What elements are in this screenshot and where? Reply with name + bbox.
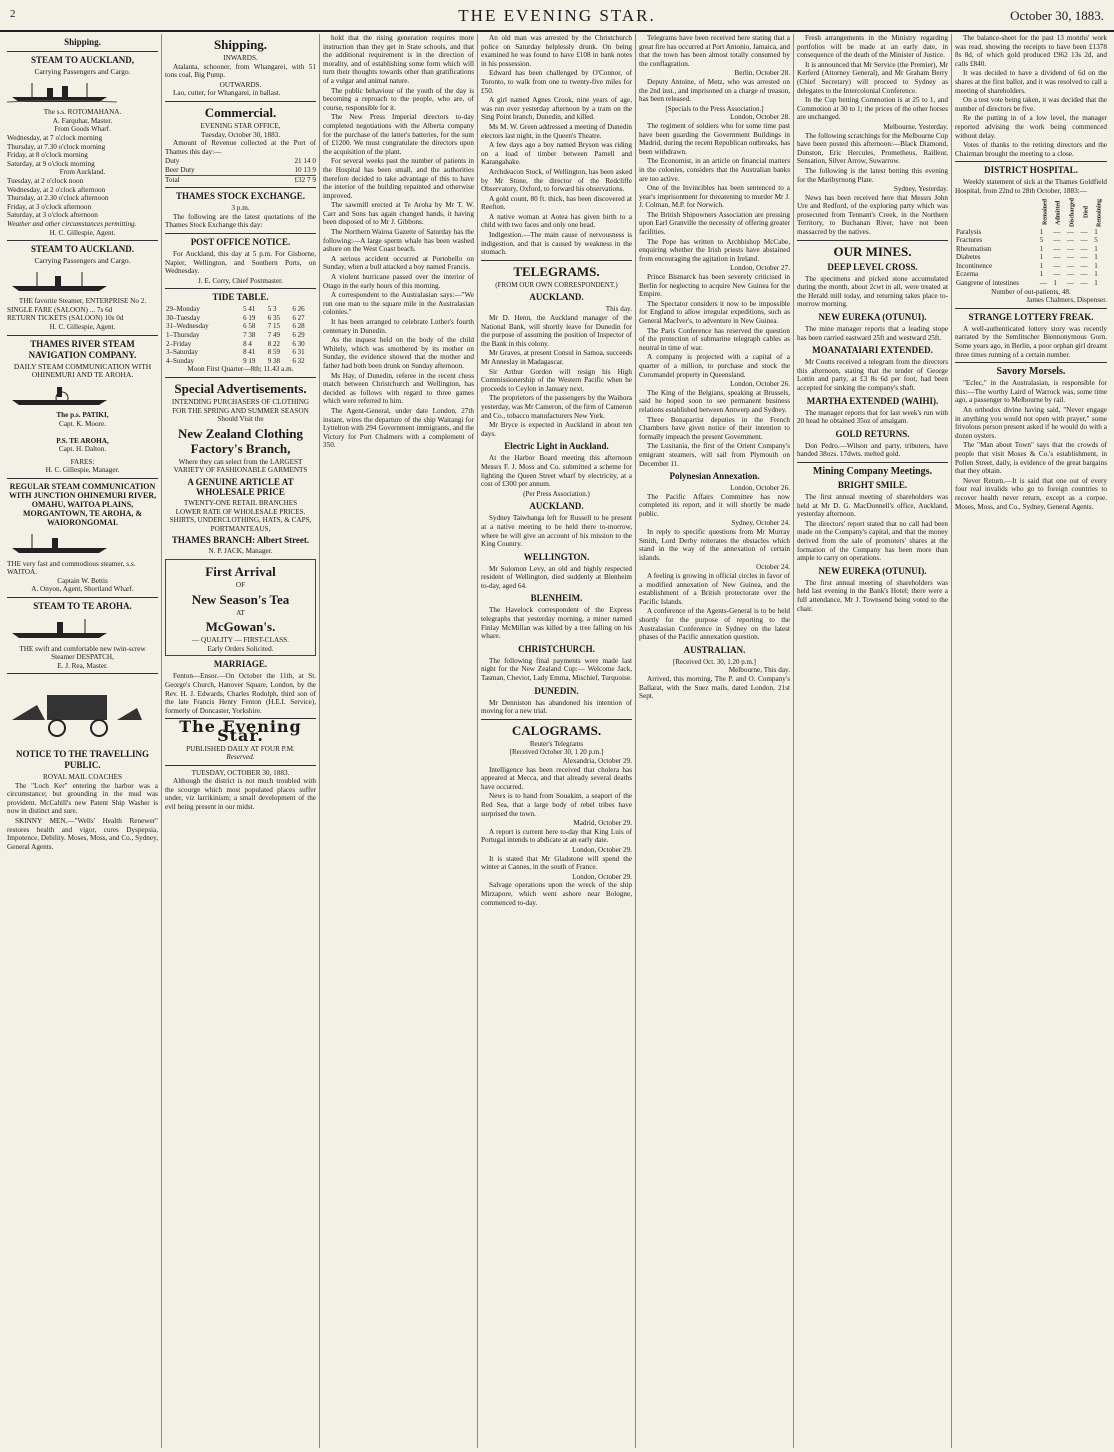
divider (7, 240, 158, 241)
schedule-line: Friday, at 3 o'clock afternoon (7, 202, 92, 211)
ad-title: NOTICE TO THE TRAVELLING PUBLIC. (16, 748, 149, 770)
paragraph: A feeling is growing in official circles in favor of a modified annexation of New Guinea, and the establishment of a British protectorate over the Pacific Islands. (639, 572, 790, 606)
ad-headline: THAMES BRANCH: Albert Street. (171, 535, 310, 546)
subheading: MARTHA EXTENDED (WAIHI). (806, 395, 939, 406)
dateline: October 24. (756, 563, 790, 572)
dateline: Melbourne, Yesterday. (883, 122, 948, 131)
departure-heading: From Goods Wharf. (54, 125, 111, 134)
paragraph: News is to hand from Souakim, a seaport of the Red Sea, that a large body of rebel tribes have surprised the town. (481, 792, 632, 818)
column-6 (794, 34, 952, 1448)
schedule-line: Thursday, at 7.30 o'clock morning (7, 142, 106, 151)
section-header: CALOGRAMS. (511, 722, 602, 738)
ad-line: Early Orders Solicited. (207, 644, 274, 653)
ad-line: LOWER RATE OF WHOLESALE PRICES. (175, 507, 306, 516)
tide-row: 31–Wednesday 6 58 7 15 6 28 (166, 322, 305, 331)
paragraph: The Pope has written to Archbishop McCabe, enquiring whether the Irish priests have abstained from encouraging the agitation in Ireland. (639, 237, 790, 263)
steamship-icon (7, 81, 117, 103)
paragraph: A few days ago a boy named Bryson was riding on a load of timber between Parnell and Karangahake. (481, 141, 632, 167)
subheading: OUTWARDS. (219, 80, 262, 89)
revenue-row: Duty 21 14 0 (165, 157, 316, 166)
issue-date: October 30, 1883. (1010, 8, 1104, 23)
schedule-line: Thursday, at 2.30 o'clock afternoon (7, 194, 109, 203)
schedule-line: Saturday, at 9 o'clock morning (7, 159, 95, 168)
divider (165, 101, 316, 102)
ship-name: THE favorite Steamer, ENTERPRISE No 2. (18, 297, 147, 306)
ship-master: A. Farquhar, Master. (52, 116, 113, 125)
paragraph: Although the district is not much troubled with the scourge which most populated places suffer under, viz larrikinism; a small development of the evil being present in our midst. (165, 777, 316, 812)
subheading: NEW EUREKA (OTUNUI). (818, 565, 927, 576)
paragraph: "Eclec," in the Australasian, is responsible for this:—The worthy Laird of Warrock was, some time ago, a passenger to Melbourne by rail. (955, 379, 1107, 405)
date-line: Tuesday, October 30, 1883. (200, 130, 281, 139)
dateline: This day. (605, 305, 632, 314)
paragraph: A correspondent to the Australasian says:—"We run one man to the square mile in the Australasian colonies." (323, 291, 474, 317)
paragraph: It has been arranged to celebrate Luther's fourth centenary in Dunedin. (323, 318, 474, 335)
fare-line: SINGLE FARE (SALOON) ... 7s 6d (7, 305, 113, 314)
column-4 (478, 34, 636, 1448)
subheading: (Per Press Association.) (523, 489, 590, 498)
paragraph: Arrived, this morning, The P. and O. Company's Ballarat, with the Suez mails, dated London, 21st Sept. (639, 674, 790, 701)
dateline-heading: BLENHEIM. (530, 593, 583, 604)
paragraph: Lao, cutter, for Whangarei, in ballast. (173, 89, 281, 98)
tea-advert (165, 559, 316, 656)
ad-line: SHIRTS, UNDERCLOTHING, HATS, & CAPS, PORTMANTEAUS, (169, 516, 312, 533)
subheading: [Received Oct. 30, 1.20 p.m.] (672, 657, 756, 666)
ad-title: STEAM TO AUCKLAND, (31, 55, 134, 65)
dateline: London, October 27. (730, 264, 790, 273)
divider (7, 51, 158, 52)
ad-line: Reserved. (226, 753, 255, 762)
paragraph: Amount of Revenue collected at the Port of Thames this day:— (165, 139, 316, 156)
dateline-heading: DUNEDIN. (534, 685, 579, 696)
divider (955, 308, 1107, 309)
tide-row: 4–Sunday 9 19 9 38 6 32 (166, 356, 305, 365)
paragraph: Mr Denniston has abandoned his intention of moving for a new trial. (481, 698, 632, 716)
columns (4, 34, 1110, 1448)
paragraph: For Auckland, this day at 5 p.m. For Gisborne, Napier, Wellington, and Southern Ports, on Wednesday. (165, 249, 316, 276)
ad-line: OF (235, 580, 246, 589)
paragraph: Mr Graves, at present Consul in Samoa, succeeds Mr Anneslay in Madagascar. (481, 349, 632, 366)
dateline: Melbourne, This day. (728, 666, 790, 675)
ship-master: Capt. K. Moore. (59, 420, 106, 429)
section-header: MARRIAGE. (213, 659, 268, 670)
dateline: London, October 26. (730, 484, 790, 493)
dateline: London, October 28. (730, 113, 790, 122)
paragraph: The sawmill erected at Te Aroha by Mr T. W. Carr and Sons has again changed hands, it having been disposed of to Mr J. Gibbons. (323, 201, 474, 227)
time-line: 3 p.m. (231, 204, 250, 213)
divider (481, 719, 632, 720)
section-header: Shipping. (213, 37, 268, 52)
paragraph: The regiment of soldiers who for some time past have been guarding the Government Buildings in Madrid, during the recent Republican outbreaks, has been withdrawn. (639, 121, 790, 156)
section-header: Polynesian Annexation. (669, 471, 760, 482)
paragraph: Sir Arthur Gordon will resign his High Commissionership of the Western Pacific when he proceeds to Ceylon in January next. (481, 367, 632, 393)
divider (165, 765, 316, 766)
paragraph: The public behaviour of the youth of the day is becoming a reproach to the people, who are, of course, responsible for it. (323, 86, 474, 112)
paragraph: The Lusitania, the first of the Orient Company's emigrant steamers, will sail from Plymouth on December 11. (639, 442, 790, 468)
paragraph: Weekly statement of sick at the Thames Goldfield Hospital, from 22nd to 28th October, 1883:— (955, 178, 1107, 195)
tide-row: 3–Saturday 8 41 8 59 6 31 (166, 348, 305, 357)
paragraph: Don Pedro.—Wilson and party, tributers, have handed 38ozs. 17dwts. melted gold. (797, 441, 948, 459)
divider (165, 288, 316, 289)
paragraph: The specimens and picked stone accumulated during the month, about 2cwt in all, were treated at the Herald mill today, and returning takes place to-morrow morning. (797, 274, 948, 309)
paper-flag: The Evening Star. (179, 717, 302, 745)
ad-line: AT (236, 608, 245, 617)
paragraph: The King of the Belgians, speaking at Brussels, said he hoped soon to see permanent business relations established between Antwerp and Sydney. (639, 388, 790, 414)
ad-subtitle: Carrying Passengers and Cargo. (34, 67, 131, 76)
schedule-line: Wednesday, at 2 o'clock afternoon (7, 185, 106, 194)
office-line: EVENING STAR OFFICE, (200, 121, 281, 130)
ship-name: THE very fast and commodious steamer, s.s. WAITOA. (7, 559, 136, 577)
ad-headline: McGowan's. (205, 619, 276, 635)
tide-row: 30–Tuesday 6 19 6 35 6 27 (166, 313, 305, 322)
steamship-icon (7, 270, 117, 292)
paragraph: A well-authenticated lottery story was recently narrated by the Semlitscher Biennonymous Gorn. Some years ago, in Berlin, a poor orphan girl dreamt three times running of a certain number. (955, 324, 1107, 359)
paragraph: It was decided to have a dividend of 6d on the shares at the first ballot, and it was resolved to call a meeting of shareholders. (955, 69, 1107, 95)
dateline: Berlin, October 28. (734, 69, 790, 78)
paragraph: A company is projected with a capital of a quarter of a million, to purchase and stock the Coromandel property in Queensland. (639, 353, 790, 379)
paragraph: A native woman at Aotea has given birth to a child with two faces and only one head. (481, 212, 632, 230)
section-header: Shipping. (64, 37, 101, 47)
agent-name: H. C. Gillespie, Agent. (49, 228, 116, 237)
section-header: Electric Light in Auckland. (504, 441, 609, 452)
signature: N. P. JACK, Manager. (208, 547, 273, 556)
paragraph: The manager reports that for last week's run with 20 head he obtained 35oz of amalgam. (797, 408, 948, 426)
tide-row: 1–Thursday 7 38 7 49 6 29 (166, 331, 305, 340)
tide-row: 2–Friday 8 4 8 22 6 30 (166, 339, 305, 348)
tide-table (165, 305, 316, 365)
paragraph: Fresh arrangements in the Ministry regarding portfolios will be made at an early date, in consequence of the death of the Minister of Justice. (797, 34, 948, 60)
ad-line: TWENTY-ONE RETAIL BRANCHES (183, 499, 298, 507)
signature: J. E. Corry, Chief Postmaster. (198, 276, 283, 285)
paragraph: It is announced that Mr Service (the Premier), Mr Kerferd (Attorney General), and Mr Graham Berry (Chief Secretary) will proceed to Sydney as delegates to the Intercolonial Conference. (797, 60, 948, 95)
subheading: MOANATAIARI EXTENDED. (812, 345, 933, 356)
section-header: Mining Company Meetings. (812, 465, 933, 477)
paragraph: Ms Hay, of Dunedin, referee in the recent chess match between Christchurch and Wellington, has decided as follows with regard to three games which were referred to him. (323, 371, 474, 406)
dateline-heading: AUCKLAND. (529, 501, 584, 512)
paragraph: The following final payments were made last night for the New Zealand Cup:— Welcome Jack, Tasman, Cheviot, Lady Emma, Mischief, Turquoise. (481, 656, 632, 683)
paragraph: The Pacific Affairs Committee has now completed its report, and it will shortly be made public. (639, 492, 790, 518)
paragraph: A violent hurricane passed over the interior of Otago in the early hours of this morning. (323, 273, 474, 290)
paragraph: The Agent-General, under date London, 27th instant, wires the departure of the ship Waitangi for Lyttelton with 294 Government immigrants, and the Victory for Port Chalmers with a complement of 350. (323, 406, 474, 450)
ad-headline: New Zealand Clothing Factory's Branch, (178, 425, 303, 456)
ad-subtitle: ROYAL MAIL COACHES (43, 772, 122, 781)
paragraph: The following scratchings for the Melbourne Cup have been posted this afternoon:—Black Diamond, Dunston, Eric Hercules, Prometheus, Railleur, Sensation, Silver Arrow, Suwarrow. (797, 131, 948, 166)
paragraph: Ms M. W. Green addressed a meeting of Dunedin electors last night, in the Queen's Theatre. (481, 122, 632, 140)
paragraph: The British Shipowners Association are pressing upon Earl Granville the necessity of offering greater facilities. (639, 210, 790, 237)
paragraph: In reply to specific questions from Mr Murray Smith, Lord Derby reiterates the obstacles which stand in the way of the annexation of certain islands. (639, 528, 790, 562)
divider (481, 260, 632, 261)
paragraph: A conference of the Agents-General is to be held shortly for the purpose of reporting to the Australasian Conference in Sydney on the latest phases of the Pacific annexation question. (639, 607, 790, 642)
paragraph: The mine manager reports that a leading stope has been carried eastward 25ft and westward 25ft. (797, 325, 948, 342)
agent-name: A. Onyon, Agent, Shortland Wharf. (31, 585, 134, 594)
divider (955, 362, 1107, 363)
divider (165, 233, 316, 234)
dateline: London, October 26. (730, 380, 790, 389)
ship-master: E. J. Rea, Master. (57, 661, 108, 670)
paragraph: The Havelock correspondent of the Express telegraphs that yesterday morning, a miner named Finlay McMillan was killed by a tree falling on his whare. (481, 606, 632, 641)
paragraph: The first annual meeting of shareholders was held at Mr D. G. MacDonnell's office, Auckland, yesterday afternoon. (797, 492, 948, 519)
ad-line: INTENDING PURCHASERS OF CLOTHING (171, 398, 310, 407)
paragraph: A girl named Agnes Crook, nine years of age, was run over yesterday afternoon by a tram on the Sing Point branch, Dunedin, and killed. (481, 96, 632, 122)
paragraph: The following are the latest quotations of the Thames Stock Exchange this day: (165, 212, 316, 230)
paragraph: Re the putting in of a low level, the manager reported advising the work being commenced without delay. (955, 114, 1107, 140)
subheading: BRIGHT SMILE. (837, 479, 908, 490)
paragraph: The Spectator considers it now to be impossible for England to allow irregular expeditions, such as General MacIver's, to adventure in New Guinea. (639, 299, 790, 325)
paragraph: SKINNY MEN.—"Wells' Health Renewer" restores health and vigor, cures Dyspepsia, Impotence, Debility. Moses, Moss, and Co., Sydney, General Agents. (7, 816, 158, 851)
divider (7, 478, 158, 479)
paragraph: News has been received here that Messrs John Ure and Redford, of the exploring party which was prosecuted from Tennant's Creek, in the Northern Territory, to Buchanan River, have not been massacred by the natives. (797, 193, 948, 237)
hospital-row: Fractures 5 — — — 5 (956, 236, 1098, 245)
divider (165, 187, 316, 188)
tide-row: 29–Monday 5 41 5 3 6 26 (166, 305, 305, 314)
subheading: [Specials to the Press Association.] (665, 104, 764, 113)
paragraph: The first annual meeting of shareholders was held last evening in the Bank's Hotel; there were a full attendance, Mr J. Townsend being voted to the chair. (797, 578, 948, 613)
hospital-row: Incontinence 1 — — — 1 (956, 261, 1098, 270)
ship-name: The p.s. PATIKI, (56, 411, 109, 420)
divider (955, 161, 1107, 162)
coach-icon (7, 680, 147, 740)
schedule-line: Saturday, at 3 o'clock afternoon (7, 211, 98, 220)
paragraph: Intelligence has been received that cholera has appeared at Mecca, and that already several deaths have occurred. (481, 765, 632, 791)
section-header: TIDE TABLE. (212, 292, 269, 303)
steamship-icon (7, 532, 117, 554)
hospital-row: Paralysis 1 — — — 1 (956, 227, 1098, 236)
column-3 (320, 34, 478, 1448)
paragraph: Mr Coutts received a telegram from the directors this afternoon, stating that the tender of George Lottin and party, at £3 8s 6d per foot, had been accepted for sinking the company's shaft. (797, 358, 948, 392)
ad-headline: A GENUINE ARTICLE AT WHOLESALE PRICE (187, 477, 294, 497)
section-header: STRANGE LOTTERY FREAK. (968, 311, 1094, 322)
paragraph: Edward has been challenged by O'Connor, of Toronto, to walk from one to twenty-five miles for £50. (481, 69, 632, 95)
ad-headline: New Season's Tea (191, 591, 290, 607)
paragraph: Telegrams have been received here stating that a great fire has occurred at Port Antonio, Jamaica, and that the town has been almost totally consumed by the conflagration. (639, 34, 790, 68)
hospital-row: Gangrene of intestines — 1 — — 1 (956, 279, 1098, 288)
paragraph: The following is the latest betting this evening for the Maribyrnong Plate. (797, 166, 948, 184)
paragraph: For several weeks past the number of patients in the Hospital has been small, and the authorities therefore decided to take advantage of this to have the interior of the building repainted and otherwise improved. (323, 157, 474, 200)
paragraph: One of the Invincibles has been sentenced to a year's imprisonment for threatening to murder Mr J. J. Colman, M.P. for Norwich. (639, 184, 790, 210)
hospital-row: Eczema 1 — — — 1 (956, 270, 1098, 279)
ad-title: STEAM TO TE AROHA. (33, 600, 132, 611)
note: Weather and other circumstances permitting. (7, 219, 137, 228)
divider (797, 240, 948, 241)
paragraph: Deputy Antoine, of Metz, who was arrested on the 2nd inst., and imprisoned on a charge of treason, has been released. (639, 77, 790, 104)
revenue-total: Total £32 7 9 (165, 175, 316, 184)
hospital-total: Number of out-patients, 48. (991, 287, 1071, 296)
masthead (0, 0, 1114, 32)
schedule-line: Tuesday, at 2 o'clock noon (7, 176, 84, 185)
fare-line: RETURN TICKETS (SALOON) 10s 0d (7, 314, 124, 323)
paragraph: Fenton—Ensor.—On October the 11th, at St. George's Church, Hanover Square, London, by the Rev. H. J. Edwards, Charles Rodolph, third son of the late Francis Henry Fenton (H.E.I. Service), formerly of Doncaster, Yorkshire. (165, 672, 316, 715)
section-header: AUSTRALIAN. (683, 644, 746, 655)
section-header: POST OFFICE NOTICE. (190, 236, 291, 247)
divider (7, 335, 158, 336)
paragraph: The "Loch Ker" entering the harbor was a circumstance; but grounding in the mud was provident. McCahill's new Patent Ship Washer is now in distinct and sure. (7, 781, 158, 816)
divider (7, 673, 158, 674)
section-header: Savory Morsels. (996, 366, 1066, 378)
paragraph: A serious accident occurred at Portobello on Sunday, when a bull attacked a boy named Francis. (323, 254, 474, 272)
paragraph: Sydney Taiwhanga left for Russell to be present at a native meeting to be held there to-morrow, where he will give an account of his mission to the King Country. (481, 514, 632, 549)
paragraph: It is stated that Mr Gladstone will spend the winter at Cannes, in the south of France. (481, 854, 632, 872)
paragraph: The Paris Conference has reserved the question of the protection of submarine telegraph cables as neutral in time of war. (639, 326, 790, 352)
dateline: Sydney, October 24. (731, 519, 790, 528)
newspaper-title: THE EVENING STAR. (458, 6, 656, 25)
paragraph: An old man was arrested by the Christchurch police on Saturday helplessly drunk. On being examined he was found to have £108 in bank notes in his possession. (481, 34, 632, 68)
hospital-row: Rheumatism 1 — — — 1 (956, 244, 1098, 253)
paragraph: Salvage operations upon the wreck of the ship Mirzapore, which went ashore near Bologne, commenced to-day. (481, 881, 632, 907)
ad-line: PUBLISHED DAILY AT FOUR P.M. (186, 744, 295, 753)
paragraph: In the Cup betting Commotion is at 25 to 1, and Commotion at 30 to 1; the prices of the other horses are unchanged. (797, 96, 948, 122)
hospital-row: Diabetes 1 — — — 1 (956, 253, 1098, 262)
revenue-row: Beer Duty 10 13 9 (165, 165, 316, 174)
column-7 (952, 34, 1110, 1448)
paragraph: On a test vote being taken, it was decided that the number of directors be five. (955, 96, 1107, 113)
subheading: NEW EUREKA (OTUNUI). (818, 312, 927, 323)
paragraph: Mr D. Henn, the Auckland manager of the National Bank, will shortly leave for Dunedin for the purpose of assuming the position of Inspector of the Bank in this colony. (481, 314, 632, 348)
column-5 (636, 34, 794, 1448)
section-header: THAMES STOCK EXCHANGE. (175, 191, 306, 202)
section-header: Special Advertisements. (174, 381, 307, 397)
paragraph: The Economist, in an article on financial matters in the colonies, considers that the Australian banks are too active. (639, 157, 790, 183)
subheading: DEEP LEVEL CROSS. (827, 261, 918, 272)
divider (7, 597, 158, 598)
ad-headline: First Arrival (205, 563, 276, 579)
section-header: DISTRICT HOSPITAL. (984, 165, 1078, 176)
signature: James Chalmers, Dispenser. (1026, 296, 1107, 305)
ad-line: — QUALITY — FIRST-CLASS. (192, 636, 289, 645)
paragraph: The proprietors of the passengers by the Waihora yesterday, was Mr Cameron, of the firm of Cameron and Co., tobacco manufacturers New York. (481, 394, 632, 420)
hospital-table: Remained Admitted Discharged Died Remaining Paralysis 1 — — — 1 Fractures 5 — — — 5 Rheumatism 1 — — — 1 Diabetes 1 — — — 1 Incontinence 1 — — — 1 Eczema 1 — — — 1 Gangrene of intestines — 1 — — 1 (955, 197, 1107, 288)
steamship-icon (7, 617, 117, 639)
paragraph: Never Return.—It is said that one out of every four real invalids who go to foreign countries to recover health never return, except as a corpse. Moses, Moss, and Co., Sydney, General Agents. (955, 476, 1107, 511)
ad-subtitle: DAILY STEAM COMMUNICATION WITH OHINEMURI AND TE AROHA. (13, 361, 152, 380)
paragraph: Atalanta, schooner, from Whangarei, with 51 tons coal, Big Pump. (165, 62, 316, 80)
paragraph: The New Press Imperial directors to-day completed negotiations with the Alberta company for the purchase of the latter's batteries, for the sum of £1200. We must congratulate the directors upon the acquisition of the plant. (323, 113, 474, 156)
ad-title: STEAM TO AUCKLAND. (31, 244, 134, 255)
ad-title: REGULAR STEAM COMMUNICATION WITH JUNCTION OHINEMURI RIVER, OMAHU, WAITOA PLAINS, MORGANTOWN, TE AROHA, & WAIORONGOMAI. (8, 482, 157, 527)
column-2 (162, 34, 320, 1448)
dateline: London, October 29. (572, 872, 632, 881)
ship-master: Captain W. Bettis (57, 576, 108, 585)
divider (165, 377, 316, 378)
dateline: Sydney, Yesterday. (893, 185, 948, 194)
subheading: Reuter's Telegrams (529, 739, 584, 748)
date-line: TUESDAY, OCTOBER 30, 1883. (191, 768, 290, 777)
ad-subtitle: Carrying Passengers and Cargo. (34, 256, 131, 266)
ship-master: Capt. H. Dalton. (58, 445, 107, 454)
dateline: London, October 29. (572, 845, 632, 854)
paragraph: Prince Bismarck has been severely criticised in Berlin for neglecting to acquire New Guinea for the Empire. (639, 273, 790, 299)
dateline-heading: AUCKLAND. (529, 292, 584, 303)
ship-name: THE swift and comfortable new twin-screw Steamer DESPATCH, (19, 644, 146, 662)
page-number: 2 (10, 8, 16, 20)
agent-name: H. C. Gillespie, Manager. (45, 466, 120, 475)
paragraph: Three Bonapartist deputies in the French Chambers have given notice of their intention to formally impeach the present Government. (639, 415, 790, 441)
ship-name: The s.s. ROTOMAHANA. (43, 108, 122, 117)
subheading: INWARDS. (223, 54, 258, 62)
departure-heading: From Auckland. (59, 168, 106, 177)
ad-title: THAMES RIVER STEAM NAVIGATION COMPANY. (28, 338, 137, 360)
paragraph: A gold count, 80 ft. thick, has been discovered at Reefton. (481, 194, 632, 212)
schedule-line: Wednesday, at 7 o'clock morning (7, 133, 103, 142)
column-1 (4, 34, 162, 1448)
paragraph: A report is current here to-day that King Luis of Portugal intends to abdicate at an early date. (481, 827, 632, 845)
paragraph: Indigestion.—The main cause of nervousness is indigestion, and that is caused by weakness in the stomach. (481, 231, 632, 257)
dateline: Madrid, October 29. (573, 819, 632, 828)
ad-line: Where they can select from the LARGEST VARIETY OF FASHIONABLE GARMENTS (173, 457, 308, 475)
paragraph: The directors' report stated that no call had been made on the Company's capital, and that the money derived from the sale of promoters' shares at the formation of the Company has been more than ample to carry on operations. (797, 519, 948, 563)
paragraph: Archdeacon Stock, of Wellington, has been asked by Mr Stone, the director of the Redcliffe Observatory, Oxford, to forward his observations. (481, 167, 632, 194)
paragraph: The Northern Wairoa Gazette of Saturday has the following:—A large sperm whale has been washed ashore on the West Coast beach. (323, 228, 474, 254)
ship-name: P.S. TE AROHA, (56, 436, 109, 445)
paragraph: The "Man about Town" says that the crowds of people that visit Moses & Co.'s establishment, in Pollen Street, daily, is evidence of the great bargains that they obtain. (955, 441, 1107, 476)
moon-note: Moon First Quarter—8th; 11.43 a.m. (187, 365, 294, 374)
fares-heading: FARES: (70, 457, 95, 466)
paragraph: The balance-sheet for the past 13 months' work was read, showing the receipts to have been £1378 8s 8d, of which gold produced £962 13s 2d, and calls £840. (955, 34, 1107, 68)
section-header: OUR MINES. (833, 243, 912, 259)
ad-line: FOR THE SPRING AND SUMMER SEASON Should Visit the (172, 406, 309, 424)
dateline-heading: CHRISTCHURCH. (518, 643, 595, 654)
section-header: TELEGRAMS. (513, 263, 600, 279)
subheading: (FROM OUR OWN CORRESPONDENT.) (495, 280, 618, 289)
section-header: Commercial. (204, 104, 277, 120)
paragraph: At the Harbor Board meeting this afternoon Messrs F. J. Moss and Co. submitted a scheme for lighting the Queen Street wharf by electricity, at a cost of £300 per annum. (481, 454, 632, 489)
agent-name: H. C. Gillespie, Agent. (49, 323, 116, 332)
divider (797, 462, 948, 463)
paragraph: An orthodox divine having said, "Never engage in anything you would not open with prayer," some frivolous person present asked if he would do with a dozen oysters. (955, 406, 1107, 440)
dateline: Alexandria, October 29. (562, 757, 632, 765)
paragraph: Mr Bryce is expected in Auckland in about ten days. (481, 421, 632, 438)
subheading: GOLD RETURNS. (835, 428, 910, 439)
paddle-steamer-icon (7, 384, 117, 406)
schedule-line: Friday, at 8 o'clock morning (7, 151, 88, 160)
paragraph: As the inquest held on the body of the child Whitely, which was smothered by its mother on Sunday, the evidence showed that the mother and father had both been drunk on Sunday afternoon. (323, 336, 474, 370)
paragraph: Mr Solomon Levy, an old and highly respected resident of Wellington, died suddenly at Blenheim to-day, aged 64. (481, 564, 632, 590)
paragraph: Votes of thanks to the retiring directors and the Chairman brought the meeting to a close. (955, 141, 1107, 158)
subheading: [Received October 30, 1 20 p.m.] (509, 748, 604, 757)
paragraph: hold that the rising generation requires more instruction than they get in State schools, and that the additional requirement is in the direction of morality, and of establishing some form which will turn their thoughts towards other than gratifications of a vulgar and animal nature. (323, 34, 474, 85)
dateline-heading: WELLINGTON. (523, 551, 590, 562)
